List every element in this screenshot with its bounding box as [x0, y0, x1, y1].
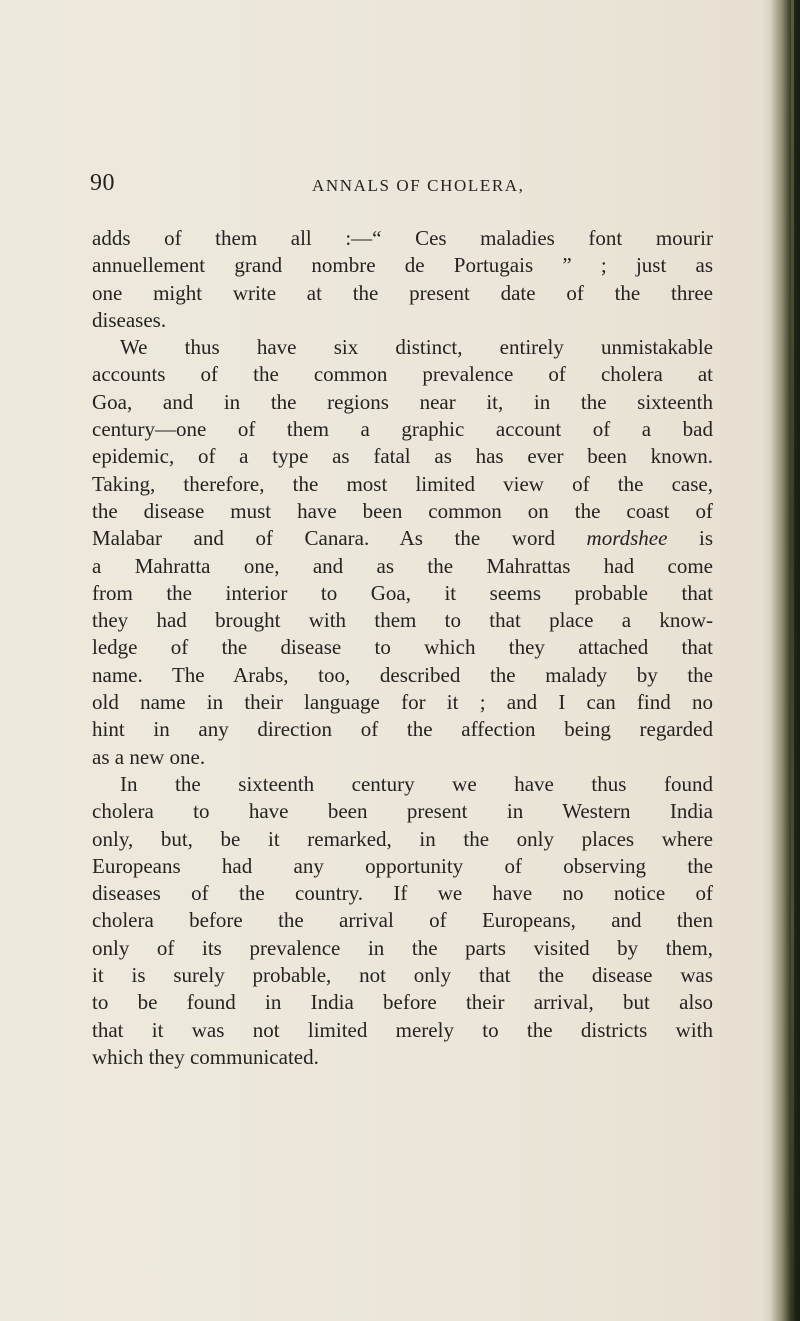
text-line: it is surely probable, not only that the disease was [92, 963, 713, 988]
text-line: cholera to have been present in Western India [92, 799, 713, 824]
text-line: annuellement grand nombre de Portugais ” ; just as [92, 253, 713, 278]
text-line: one might write at the present date of the three [92, 280, 713, 305]
text-line: epidemic, of a type as fatal as has ever been known. [92, 444, 713, 469]
text-line: Taking, therefore, the most limited view of the case, [92, 471, 713, 496]
page-header [90, 170, 730, 200]
text-line: as a new one. [92, 744, 206, 769]
text-line: only of its prevalence in the parts visited by them, [92, 935, 713, 960]
text-line: In the sixteenth century we have thus found [120, 771, 713, 796]
page-edge-shadow [760, 0, 800, 1321]
page-number: 90 [90, 170, 115, 196]
text-line: Goa, and in the regions near it, in the sixteenth [92, 389, 713, 414]
italic-word: mordshee [586, 526, 668, 551]
text-line: accounts of the common prevalence of cholera at [92, 362, 713, 387]
text-line: Europeans had any opportunity of observing the [92, 853, 713, 878]
text-line: diseases of the country. If we have no notice of [92, 881, 713, 906]
page-edge-inner [791, 0, 794, 1321]
text-line: cholera before the arrival of Europeans, and then [92, 908, 713, 933]
text-line: the disease must have been common on the coast of [92, 498, 713, 523]
body-text [92, 225, 713, 1071]
text-line: century—one of them a graphic account of a bad [92, 417, 713, 442]
text-line: ledge of the disease to which they attached that [92, 635, 713, 660]
text-line: they had brought with them to that place a know- [92, 608, 713, 633]
text-line: which they communicated. [92, 1044, 319, 1069]
text-line: We thus have six distinct, entirely unmistakable [120, 335, 713, 360]
text-segment: is [667, 526, 713, 551]
text-line: only, but, be it remarked, in the only places where [92, 826, 713, 851]
text-line: name. The Arabs, too, described the malady by the [92, 662, 713, 687]
text-line: hint in any direction of the affection being regarded [92, 717, 713, 742]
text-line: adds of them all :—“ Ces maladies font mourir [92, 226, 713, 250]
text-line-with-italic [92, 525, 713, 552]
running-head: ANNALS OF CHOLERA, [312, 176, 525, 195]
text-line: that it was not limited merely to the districts with [92, 1017, 713, 1042]
text-segment: Malabar and of Canara. As the word [92, 526, 555, 551]
text-line: to be found in India before their arrival, but also [92, 990, 713, 1015]
text-line: old name in their language for it ; and I can find no [92, 690, 713, 715]
text-line: a Mahratta one, and as the Mahrattas had come [92, 553, 713, 578]
text-line: from the interior to Goa, it seems probable that [92, 580, 713, 605]
text-line: diseases. [92, 307, 167, 332]
